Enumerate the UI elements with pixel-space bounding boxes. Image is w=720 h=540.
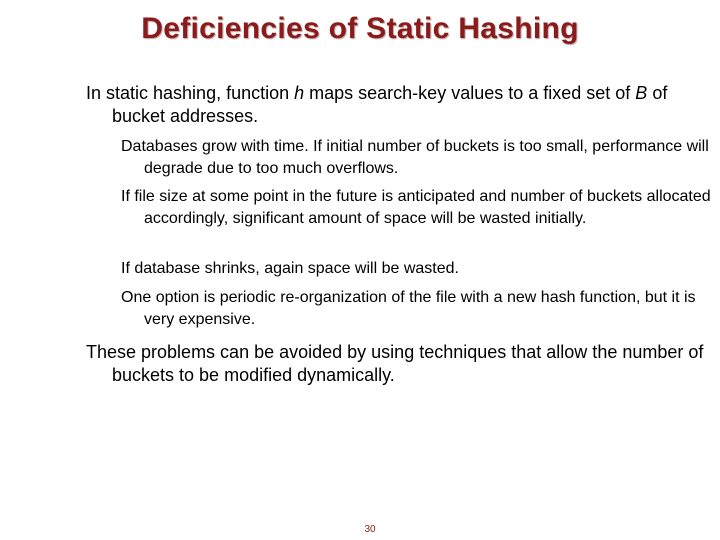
bullet-dynamic-solution: These problems can be avoided by using techniques that allow the number of buckets to be modified dynamically. [86,342,704,385]
subbullet-anticipated-size: If file size at some point in the future is anticipated and number of buckets allocated accordingly, significant amount of space will be wasted initially. [121,188,711,227]
subbullet-database-growth: Databases grow with time. If initial number of buckets is too small, performance will degrade due to too much overflows. [121,138,709,177]
symbol-h: h [294,83,305,103]
bullet-text-part: maps search-key values to a fixed set of [304,83,636,103]
bullet-static-hashing-definition [86,82,712,128]
bullet-text-part: In static hashing, function [86,83,295,103]
slide-title: Deficiencies of Static Hashing [141,12,579,45]
subbullet-reorganization: One option is periodic re-organization of the file with a new hash function, but it is very expensive. [121,289,696,328]
bullet-text-part: of bucket addresses. [112,83,668,126]
page-number: 30 [364,524,376,535]
symbol-b: B [635,83,648,103]
subbullet-database-shrinks: If database shrinks, again space will be wasted. [121,260,459,277]
